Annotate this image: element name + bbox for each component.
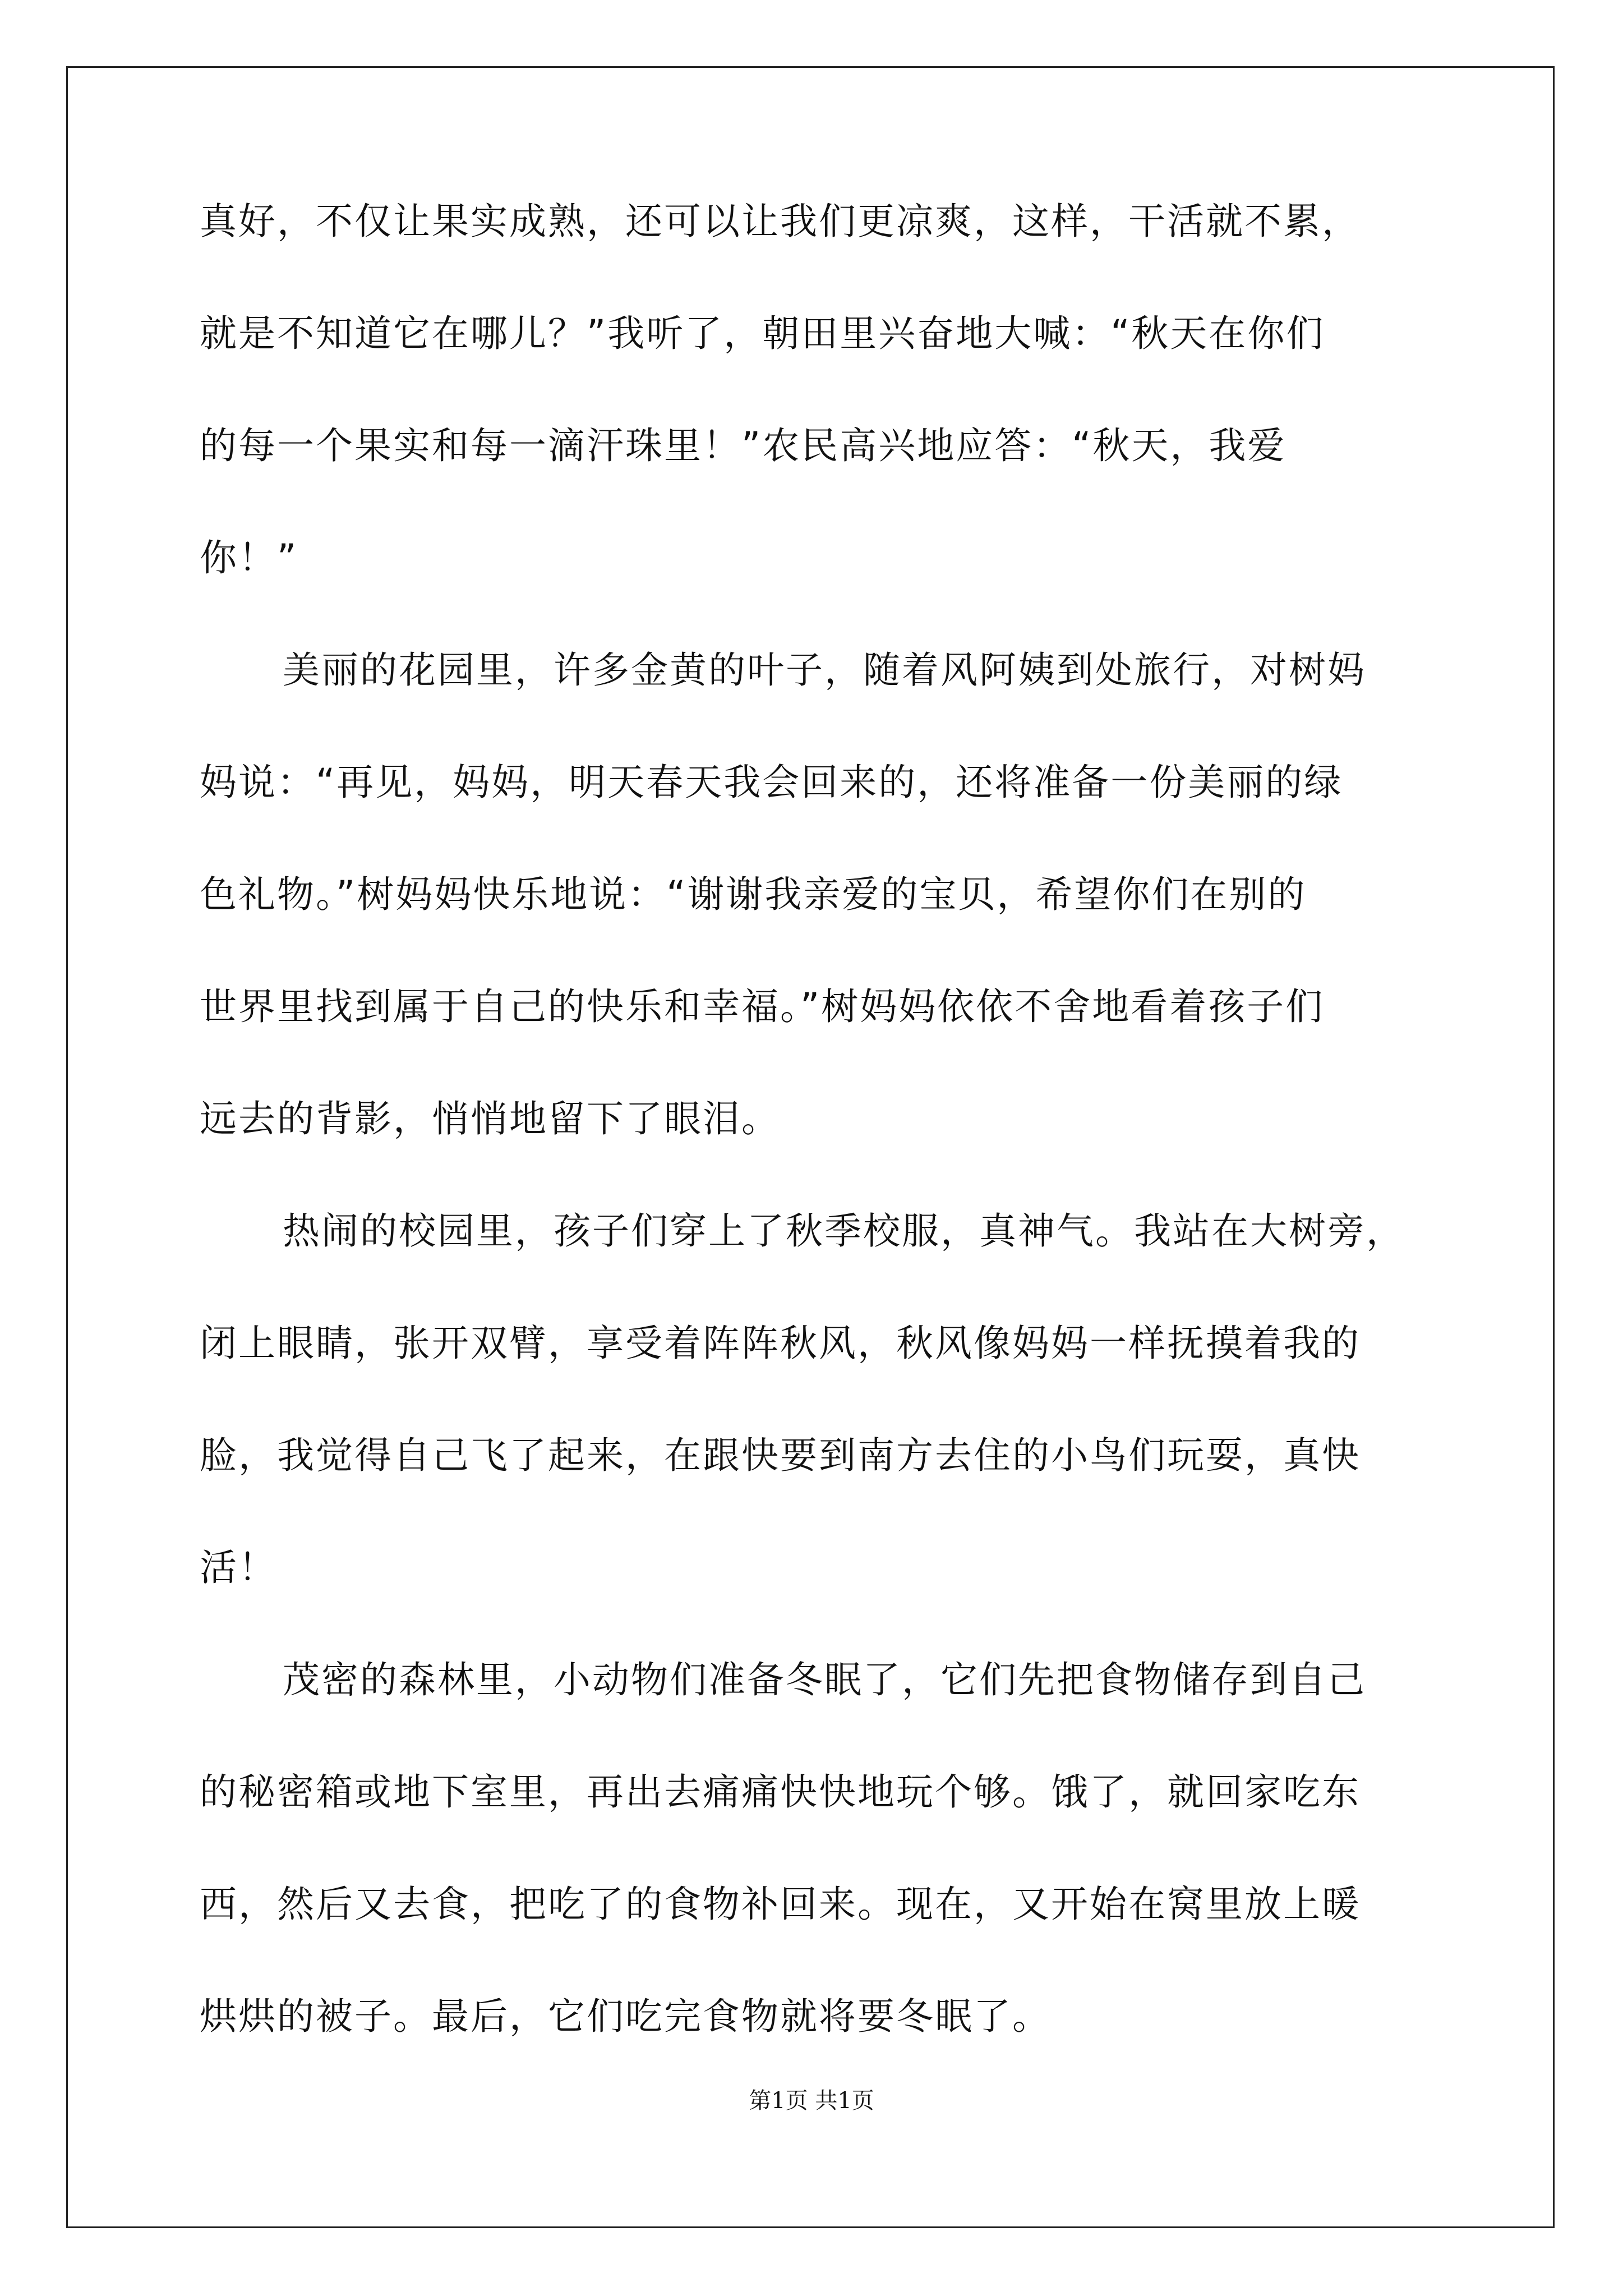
text-line: 世界里找到属于自己的快乐和幸福。”树妈妈依依不舍地看着孩子们	[200, 985, 1325, 1028]
text-line: 的每一个果实和每一滴汗珠里！”农民高兴地应答：“秋天，我爱	[200, 424, 1287, 467]
paragraph-first-line: 茂密的森林里，小动物们准备冬眠了，它们先把食物储存到自己	[283, 1658, 1366, 1701]
text-line: 真好，不仅让果实成熟，还可以让我们更凉爽，这样，干活就不累，	[200, 200, 1361, 243]
text-line: 就是不知道它在哪儿？”我听了，朝田里兴奋地大喊：“秋天在你们	[200, 312, 1325, 355]
text-line: 闭上眼睛，张开双臂，享受着阵阵秋风，秋风像妈妈一样抚摸着我的	[200, 1322, 1361, 1365]
text-line: 西，然后又去食，把吃了的食物补回来。现在，又开始在窝里放上暖	[200, 1883, 1361, 1926]
text-line: 的秘密箱或地下室里，再出去痛痛快快地玩个够。饿了，就回家吃东	[200, 1770, 1361, 1814]
text-line: 脸，我觉得自己飞了起来，在跟快要到南方去住的小鸟们玩耍，真快	[200, 1434, 1361, 1477]
text-line: 妈说：“再见，妈妈，明天春天我会回来的，还将准备一份美丽的绿	[200, 761, 1343, 804]
page-footer: 第1页 共1页	[749, 2088, 874, 2114]
paragraph-first-line: 热闹的校园里，孩子们穿上了秋季校服，真神气。我站在大树旁，	[283, 1209, 1405, 1253]
paragraph-first-line: 美丽的花园里，许多金黄的叶子，随着风阿姨到处旅行，对树妈	[283, 648, 1366, 692]
text-line: 远去的背影，悄悄地留下了眼泪。	[200, 1097, 780, 1140]
text-line: 活！	[200, 1546, 277, 1589]
text-line: 色礼物。”树妈妈快乐地说：“谢谢我亲爱的宝贝，希望你们在别的	[200, 873, 1307, 916]
text-line: 烘烘的被子。最后，它们吃完食物就将要冬眠了。	[200, 1995, 1051, 2038]
text-line: 你！”	[200, 536, 298, 579]
